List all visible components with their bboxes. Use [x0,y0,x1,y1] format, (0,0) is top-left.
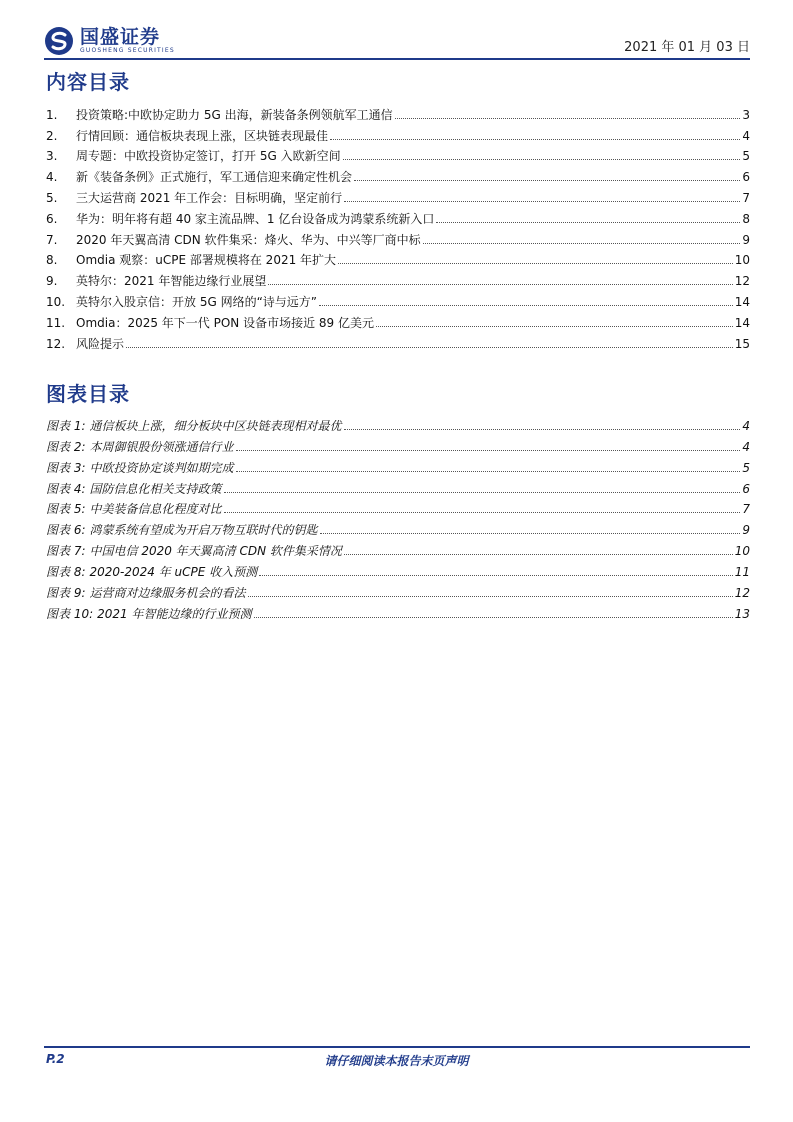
dot-leader [268,284,732,285]
entry-title: 中国电信 2020 年天翼高清 CDN 软件集采情况 [89,544,342,559]
entry-page: 15 [734,336,750,351]
dot-leader [423,243,741,244]
entry-number: 图表 7: [46,544,86,559]
figure-entry[interactable] [46,558,750,579]
dot-leader [236,450,741,451]
entry-page: 14 [734,294,750,309]
entry-page: 3 [742,107,750,122]
toc-entry[interactable] [46,184,750,205]
toc-entry[interactable] [46,101,750,122]
entry-page: 12 [734,274,750,289]
dot-leader [224,492,741,493]
entry-number: 图表 4: [46,481,86,496]
entry-title: Omdia：2025 年下一代 PON 设备市场接近 89 亿美元 [76,315,374,330]
entry-number: 4. [46,170,58,185]
entry-title: Omdia 观察：uCPE 部署规模将在 2021 年扩大 [76,253,337,268]
entry-number: 图表 9: [46,586,86,601]
brand-name-en: GUOSHENG SECURITIES [80,47,175,54]
header-divider [44,58,750,60]
dot-leader [338,263,733,264]
entry-number: 图表 5: [46,502,86,517]
entry-page: 7 [742,502,750,517]
toc-entry[interactable] [46,288,750,309]
dot-leader [254,617,733,618]
entry-title: 运营商对边缘服务机会的看法 [89,586,246,601]
entry-title: 本周御银股份领涨通信行业 [89,439,234,454]
dot-leader [395,118,741,119]
entry-title: 国防信息化相关支持政策 [89,481,222,496]
entry-number: 11. [46,315,66,330]
entry-page: 11 [734,565,750,580]
page-number: P.2 [46,1052,65,1066]
entry-title: 投资策略:中欧协定助力 5G 出海，新装备条例领航军工通信 [76,107,393,122]
dot-leader [319,305,733,306]
entry-title: 中欧投资协定谈判如期完成 [89,460,234,475]
entry-number: 图表 10: [46,606,94,621]
dot-leader [126,347,733,348]
contents-list [46,101,750,351]
entry-page: 10 [734,544,750,559]
figure-entry[interactable] [46,579,750,600]
entry-number: 图表 2: [46,439,86,454]
toc-entry[interactable] [46,330,750,351]
entry-page: 4 [742,128,750,143]
figure-entry[interactable] [46,475,750,496]
brand-logo-icon [44,26,74,56]
report-date: 2021 年 01 月 03 日 [624,40,750,55]
dot-leader [436,222,740,223]
entry-page: 5 [742,149,750,164]
toc-entry[interactable] [46,267,750,288]
dot-leader [344,429,741,430]
dot-leader [376,326,733,327]
entry-page: 9 [742,232,750,247]
entry-number: 8. [46,253,58,268]
entry-page: 6 [742,481,750,496]
dot-leader [343,159,741,160]
entry-number: 图表 1: [46,418,86,433]
page-header [44,24,750,58]
figure-entry[interactable] [46,412,750,433]
entry-page: 14 [734,315,750,330]
entry-title: 2020 年天翼高清 CDN 软件集采：烽火、华为、中兴等厂商中标 [76,232,421,247]
dot-leader [344,201,740,202]
figure-entry[interactable] [46,496,750,517]
entry-title: 英特尔入股京信：开放 5G 网络的“诗与远方” [76,294,317,309]
entry-title: 英特尔：2021 年智能边缘行业展望 [76,274,267,289]
entry-page: 6 [742,170,750,185]
entry-page: 5 [742,460,750,475]
entry-title: 中美装备信息化程度对比 [89,502,222,517]
dot-leader [354,180,740,181]
entry-page: 4 [742,439,750,454]
figure-entry[interactable] [46,516,750,537]
entry-page: 9 [742,523,750,538]
entry-number: 2. [46,128,58,143]
figures-list [46,412,750,621]
dot-leader [330,139,740,140]
entry-number: 9. [46,274,58,289]
toc-entry[interactable] [46,143,750,164]
figure-entry[interactable] [46,537,750,558]
dot-leader [248,596,733,597]
entry-number: 5. [46,190,58,205]
entry-number: 12. [46,336,66,351]
figure-entry[interactable] [46,454,750,475]
toc-entry[interactable] [46,309,750,330]
brand-logo [44,24,175,58]
entry-number: 3. [46,149,58,164]
dot-leader [236,471,741,472]
entry-number: 6. [46,211,58,226]
contents-title: 内容目录 [46,70,130,94]
entry-title: 通信板块上涨，细分板块中区块链表现相对最优 [89,418,342,433]
entry-page: 4 [742,418,750,433]
dot-leader [320,533,741,534]
entry-page: 7 [742,190,750,205]
entry-number: 10. [46,294,66,309]
figure-entry[interactable] [46,600,750,621]
entry-page: 8 [742,211,750,226]
dot-leader [259,575,733,576]
entry-number: 1. [46,107,58,122]
entry-title: 新《装备条例》正式施行，军工通信迎来确定性机会 [76,170,353,185]
figure-entry[interactable] [46,433,750,454]
entry-title: 2020-2024 年 uCPE 收入预测 [89,565,258,580]
entry-page: 12 [734,586,750,601]
entry-number: 图表 8: [46,565,86,580]
entry-page: 13 [734,606,750,621]
entry-title: 风险提示 [76,336,125,351]
footer-divider [44,1046,750,1048]
entry-page: 10 [734,253,750,268]
entry-number: 7. [46,232,58,247]
entry-number: 图表 6: [46,523,86,538]
entry-title: 鸿蒙系统有望成为开启万物互联时代的钥匙 [89,523,318,538]
toc-entry[interactable] [46,247,750,268]
brand-name-cn: 国盛证券 [80,26,161,48]
entry-title: 2021 年智能边缘的行业预测 [97,606,252,621]
toc-entry[interactable] [46,163,750,184]
entry-title: 华为：明年将有超 40 家主流品牌、1 亿台设备成为鸿蒙系统新入口 [76,211,435,226]
entry-title: 周专题：中欧投资协定签订，打开 5G 入欧新空间 [76,149,341,164]
dot-leader [224,512,741,513]
toc-entry[interactable] [46,226,750,247]
figures-title: 图表目录 [46,382,130,406]
toc-entry[interactable] [46,205,750,226]
entry-title: 三大运营商 2021 年工作会：目标明确，坚定前行 [76,190,343,205]
toc-entry[interactable] [46,122,750,143]
footer-disclaimer: 请仔细阅读本报告末页声明 [324,1054,469,1068]
dot-leader [344,554,733,555]
entry-title: 行情回顾：通信板块表现上涨，区块链表现最佳 [76,128,329,143]
entry-number: 图表 3: [46,460,86,475]
